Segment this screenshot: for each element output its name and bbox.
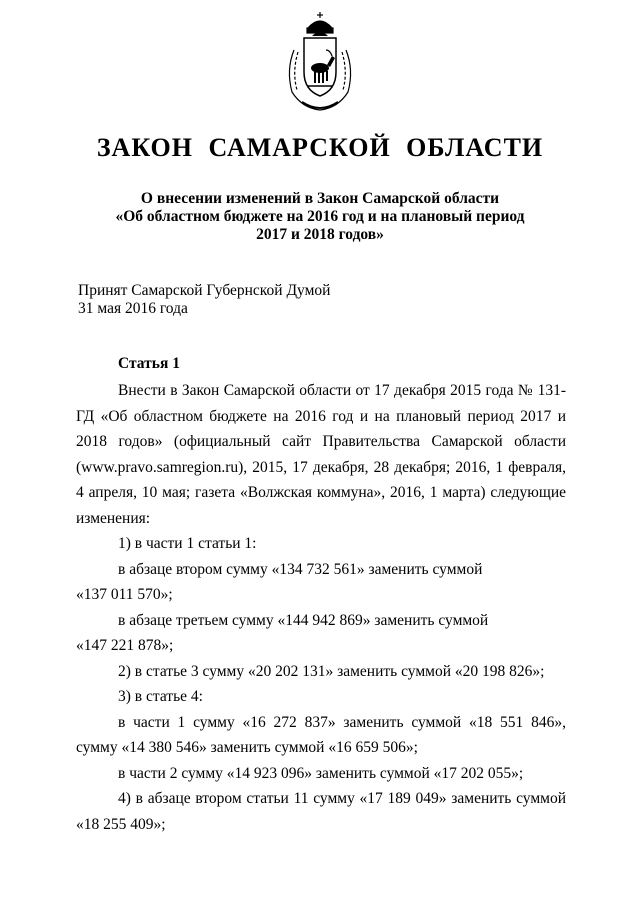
list-item: в абзаце третьем сумму «144 942 869» заменить суммой <box>118 611 489 629</box>
law-title: ЗАКОН САМАРСКОЙ ОБЛАСТИ <box>96 133 544 162</box>
adopted-by: Принят Самарской Губернской Думой <box>78 282 331 299</box>
coat-of-arms-icon <box>280 10 360 114</box>
article-title: Статья 1 <box>118 355 180 372</box>
list-item: в части 1 сумму «16 272 837» заменить суммой «18 551 846», сумму «14 380 546» заменить суммой «16 659 506»; <box>76 713 566 756</box>
list-item: в части 2 сумму «14 923 096» заменить суммой «17 202 055»; <box>118 764 524 782</box>
law-subtitle <box>90 190 550 244</box>
list-item: 4) в абзаце втором статьи 11 сумму «17 189 049» заменить суммой «18 255 409»; <box>76 790 566 833</box>
article-intro: Внести в Закон Самарской области от 17 декабря 2015 года № 131-ГД «Об областном бюджете на 2016 год и на плановый период 2017 и 2018 годов» (официальный сайт Правительства Самарской области (www.pravo.samregion.ru), 2015, 17 декабря, 28 декабря; 2016, 1 февраля, 4 апреля, 10 мая; газета «Волжская коммуна», 2016, 1 марта) следующие изменения: <box>76 382 566 527</box>
list-item: «137 011 570»; <box>76 586 173 603</box>
list-item: 1) в части 1 статьи 1: <box>118 535 257 552</box>
subtitle-line: О внесении изменений в Закон Самарской области <box>140 190 500 207</box>
list-item: 2) в статье 3 сумму «20 202 131» заменить суммой «20 198 826»; <box>118 662 545 680</box>
list-item: 3) в статье 4: <box>118 688 203 705</box>
subtitle-line: 2017 и 2018 годов» <box>256 226 384 243</box>
adopted-date: 31 мая 2016 года <box>78 300 188 317</box>
article-body <box>76 378 566 837</box>
subtitle-line: «Об областном бюджете на 2016 год и на плановый период <box>115 208 525 225</box>
adoption-info <box>78 282 478 318</box>
list-item: в абзаце втором сумму «134 732 561» заменить суммой <box>118 560 483 578</box>
list-item: «147 221 878»; <box>76 637 174 654</box>
